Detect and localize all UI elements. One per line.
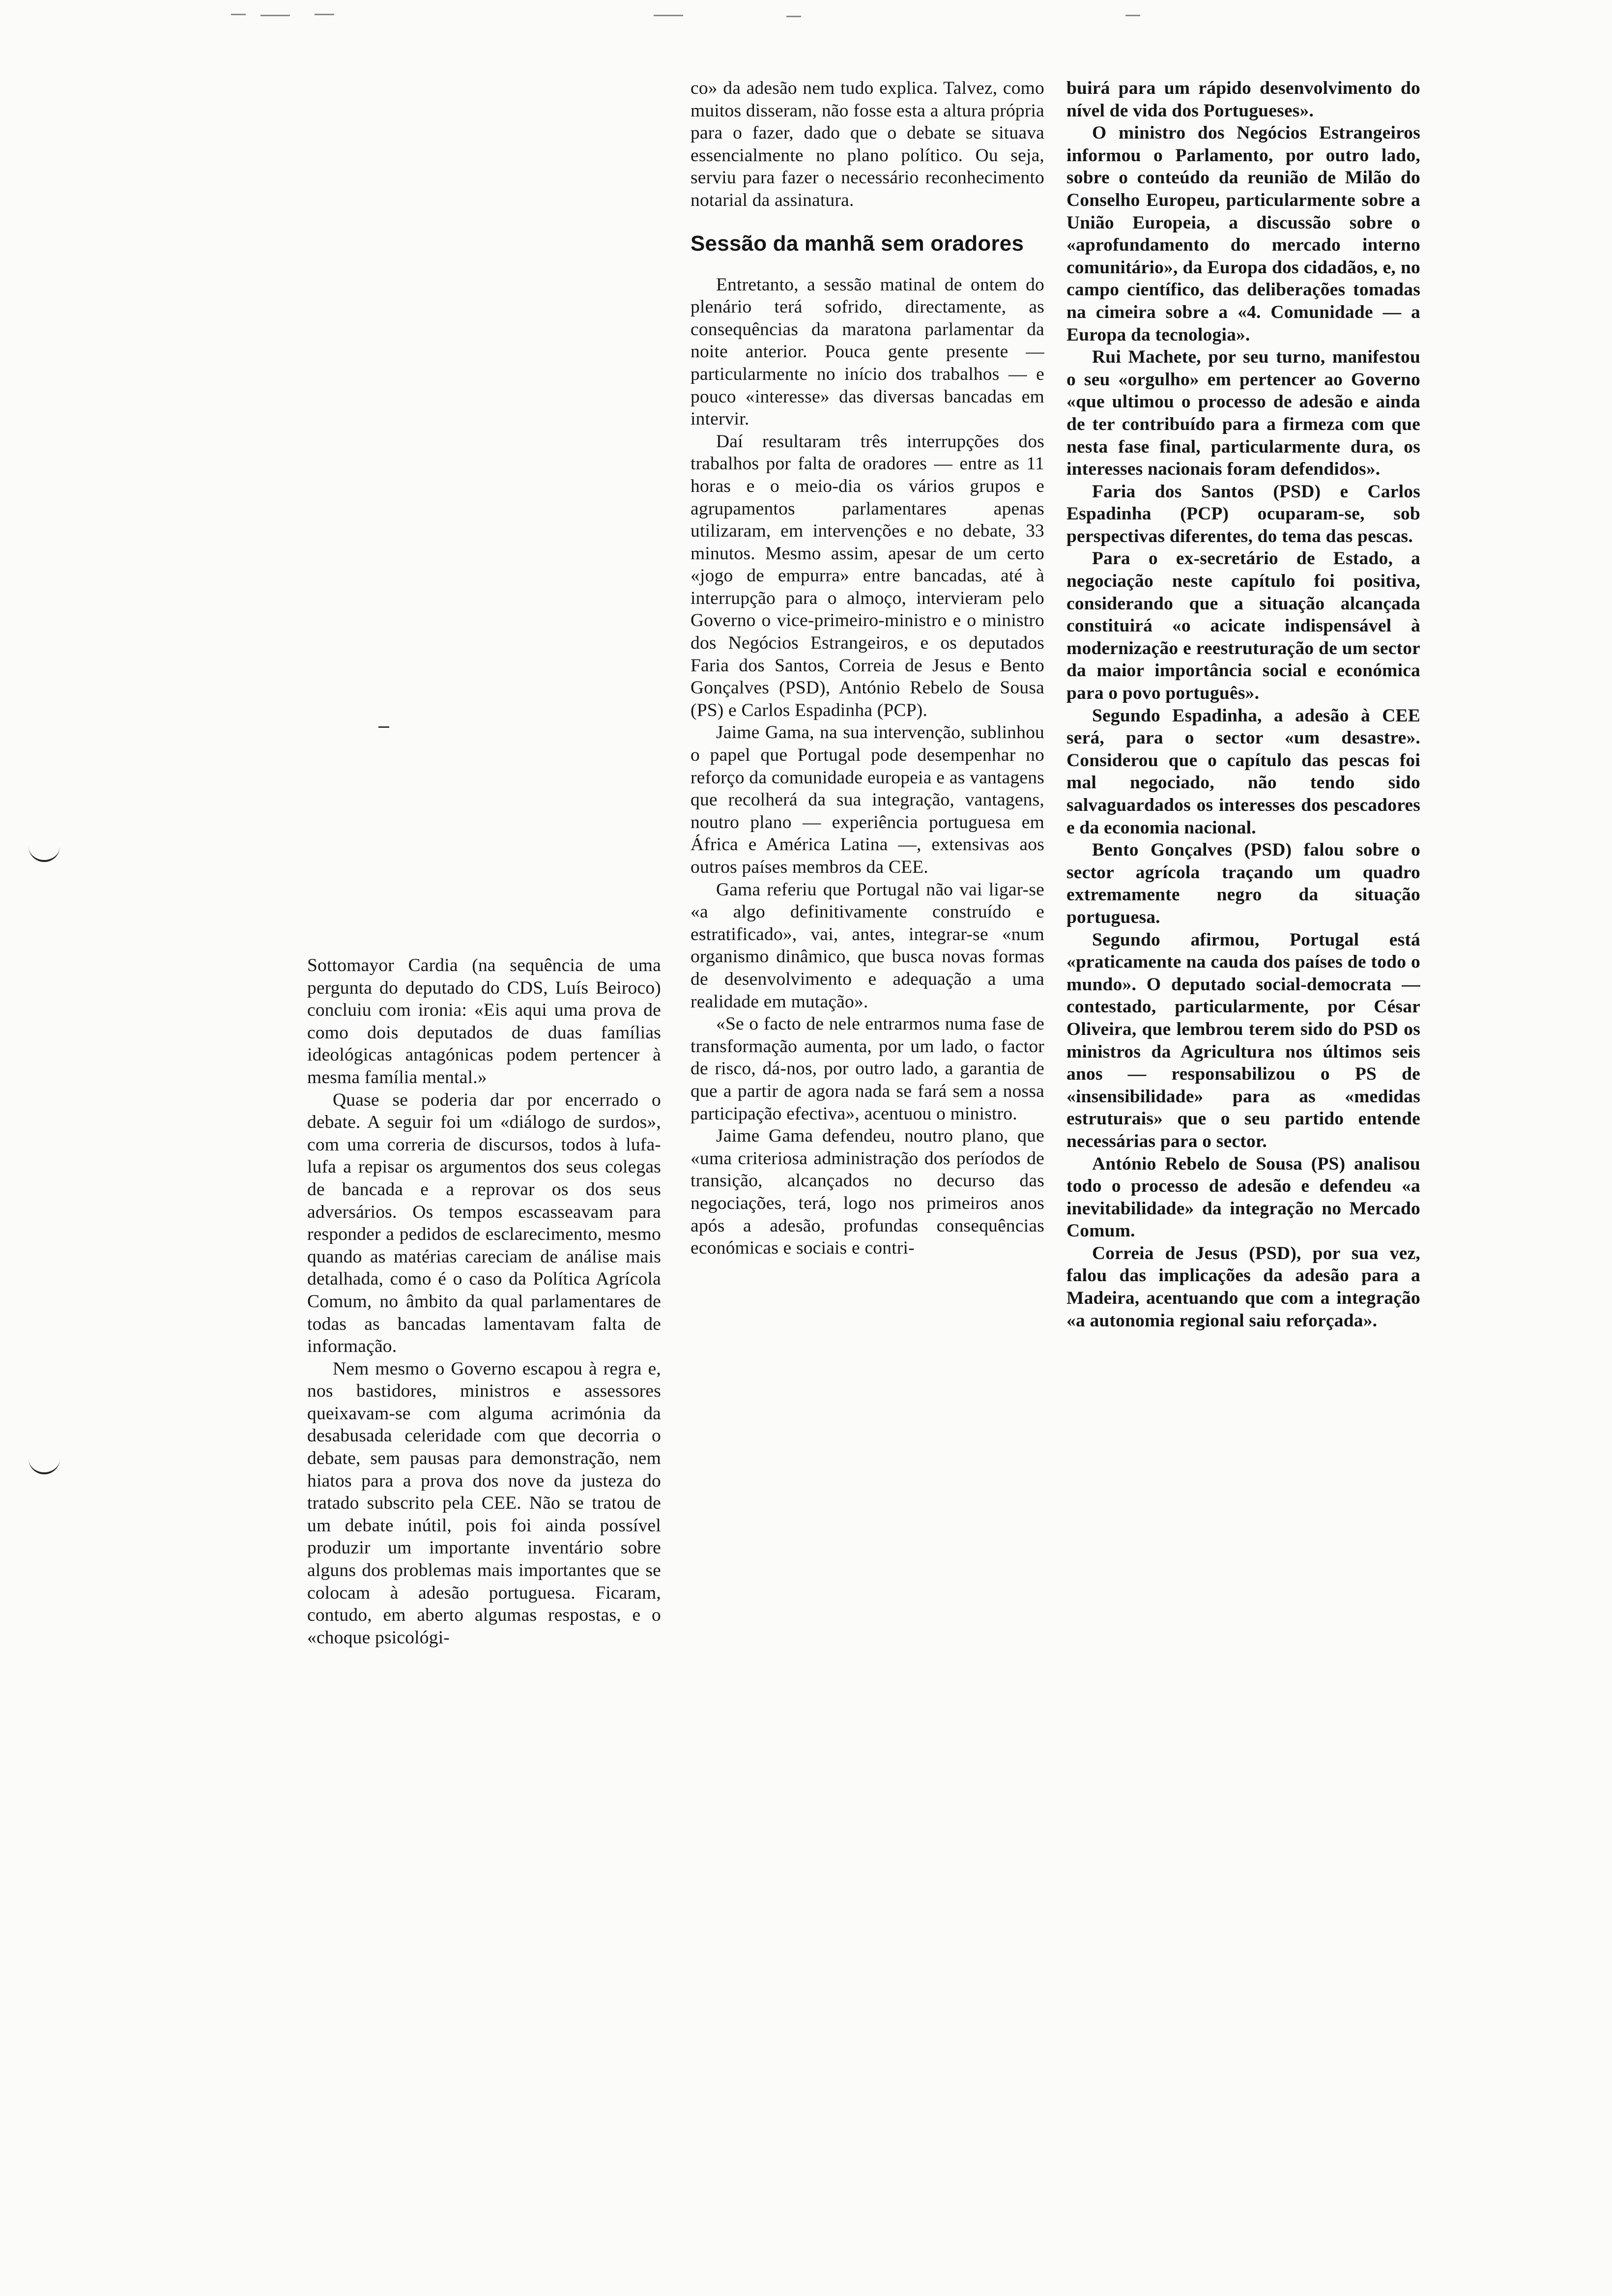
margin-bracket	[29, 1459, 60, 1474]
scan-speck	[260, 15, 290, 16]
column-3	[1066, 77, 1420, 1332]
paragraph: Correia de Jesus (PSD), por sua vez, falou das implicações da adesão para a Madeira, acentuando que com a integração «a autonomia regional saiu reforçada».	[1066, 1243, 1420, 1331]
paragraph: António Rebelo de Sousa (PS) analisou todo o processo de adesão e defendeu «a inevitabilidade» da integração no Mercado Comum.	[1066, 1153, 1420, 1241]
scan-speck	[1125, 15, 1140, 16]
paragraph: O ministro dos Negócios Estrangeiros informou o Parlamento, por outro lado, sobre o conteúdo da reunião de Milão do Conselho Europeu, particularmente sobre a União Europeia, a discussão sobre o «aprofundamento do mercado interno comunitário», da Europa dos cidadãos, e, no campo científico, das deliberações tomadas na cimeira sobre a «4. Comunidade — a Europa da tecnologia».	[1066, 123, 1420, 345]
paragraph: co» da adesão nem tudo explica. Talvez, como muitos disseram, não fosse esta a altura própria para o fazer, dado que o debate se situava essencialmente no plano político. Ou seja, serviu para fazer o necessário reconhecimento notarial da assinatura.	[691, 78, 1044, 210]
margin-bracket	[29, 846, 60, 862]
paragraph: Bento Gonçalves (PSD) falou sobre o sector agrícola traçando um quadro extremamente negro da situação portuguesa.	[1066, 840, 1420, 927]
paragraph: Jaime Gama, na sua intervenção, sublinhou o papel que Portugal pode desempenhar no reforço da comunidade europeia e as vantagens que recolherá da sua integração, vantagens, noutro plano — experiência portuguesa em África e América Latina —, extensivas aos outros países membros da CEE.	[691, 722, 1044, 877]
paragraph: Quase se poderia dar por encerrado o debate. A seguir foi um «diálogo de surdos», com uma correria de discursos, todos à lufa-lufa a repisar os argumentos dos seus colegas de bancada e a reprovar os dos seus adversários. Os tempos escasseavam para responder a pedidos de esclarecimento, mesmo quando as matérias careciam de análise mais detalhada, como é o caso da Política Agrícola Comum, no âmbito da qual parlamentares de todas as bancadas lamentavam falta de informação.	[307, 1090, 661, 1357]
paragraph: Faria dos Santos (PSD) e Carlos Espadinha (PCP) ocuparam-se, sob perspectivas diferentes, do tema das pescas.	[1066, 481, 1420, 546]
paragraph: Daí resultaram três interrupções dos trabalhos por falta de oradores — entre as 11 horas e o meio-dia os vários grupos e agrupamentos parlamentares apenas utilizaram, em intervenções e no debate, 33 minutos. Mesmo assim, apesar de um certo «jogo de empurra» entre bancadas, até à interrupção para o almoço, intervieram pelo Governo o vice-primeiro-ministro e o ministro dos Negócios Estrangeiros, e os deputados Faria dos Santos, Correia de Jesus e Bento Gonçalves (PSD), António Rebelo de Sousa (PS) e Carlos Espadinha (PCP).	[691, 431, 1044, 720]
margin-dash	[378, 726, 389, 728]
paragraph: Entretanto, a sessão matinal de ontem do plenário terá sofrido, directamente, as consequências da maratona parlamentar da noite anterior. Pouca gente presente — particularmente no início dos trabalhos — e pouco «interesse» das diversas bancadas em intervir.	[691, 274, 1044, 430]
paragraph: buirá para um rápido desenvolvimento do nível de vida dos Portugueses».	[1066, 78, 1420, 121]
scan-speck	[786, 16, 801, 17]
paragraph: Segundo afirmou, Portugal está «praticamente na cauda dos países de todo o mundo». O deputado social-democrata — contestado, particularmente, por César Oliveira, que lembrou terem sido do PSD os ministros da Agricultura nos últimos seis anos — responsabilizou o PS de «insensibilidade» para as «medidas estruturais» que o seu partido entende necessárias para o sector.	[1066, 929, 1420, 1151]
paragraph: Rui Machete, por seu turno, manifestou o seu «orgulho» em pertencer ao Governo «que ultimou o processo de adesão e ainda de ter contribuído para a firmeza com que nesta fase final, particularmente dura, os interesses nacionais foram defendidos».	[1066, 347, 1420, 480]
paragraph: Para o ex-secretário de Estado, a negociação neste capítulo foi positiva, considerando que a situação alcançada constituirá «o acicate indispensável à modernização e reestruturação de um sector da maior importância social e económica para o povo português».	[1066, 548, 1420, 704]
column-2	[691, 77, 1044, 1260]
paragraph: Segundo Espadinha, a adesão à CEE será, para o sector «um desastre». Considerou que o capítulo das pescas foi mal negociado, não tendo sido salvaguardados os interesses dos pescadores e da economia nacional.	[1066, 705, 1420, 838]
paragraph: Sottomayor Cardia (na sequência de uma pergunta do deputado do CDS, Luís Beiroco) concluiu com ironia: «Eis aqui uma prova de como dois deputados de duas famílias ideológicas antagónicas podem pertencer à mesma família mental.»	[307, 955, 661, 1088]
scan-speck	[231, 14, 246, 15]
scan-speck	[654, 15, 683, 16]
paragraph: Nem mesmo o Governo escapou à regra e, nos bastidores, ministros e assessores queixavam-se com alguma acrimónia da desabusada celeridade com que decorria o debate, sem pausas para demonstração, nem hiatos para a prova dos nove da justeza do tratado subscrito pela CEE. Não se tratou de um debate inútil, pois foi ainda possível produzir um importante inventário sobre alguns dos problemas mais importantes que se colocam à adesão portuguesa. Ficaram, contudo, em aberto algumas respostas, e o «choque psicológi-	[307, 1358, 661, 1648]
column-1	[307, 954, 661, 1649]
paragraph: Jaime Gama defendeu, noutro plano, que «uma criteriosa administração dos períodos de transição, alcançados no decurso das negociações, terá, logo nos primeiros anos após a adesão, profundas consequências económicas e sociais e contri-	[691, 1126, 1044, 1259]
subheading: Sessão da manhã sem oradores	[691, 231, 1024, 256]
paragraph: Gama referiu que Portugal não vai ligar-se «a algo definitivamente construído e estratificado», vai, antes, integrar-se «num organismo dinâmico, que busca novas formas de desenvolvimento e adequação a uma realidade em mutação».	[691, 879, 1044, 1012]
paragraph: «Se o facto de nele entrarmos numa fase de transformação aumenta, por um lado, o factor de risco, dá-nos, por outro lado, a garantia de que a partir de agora nada se fará sem a nossa participação efectiva», acentuou o ministro.	[691, 1014, 1044, 1124]
scan-speck	[315, 14, 334, 15]
